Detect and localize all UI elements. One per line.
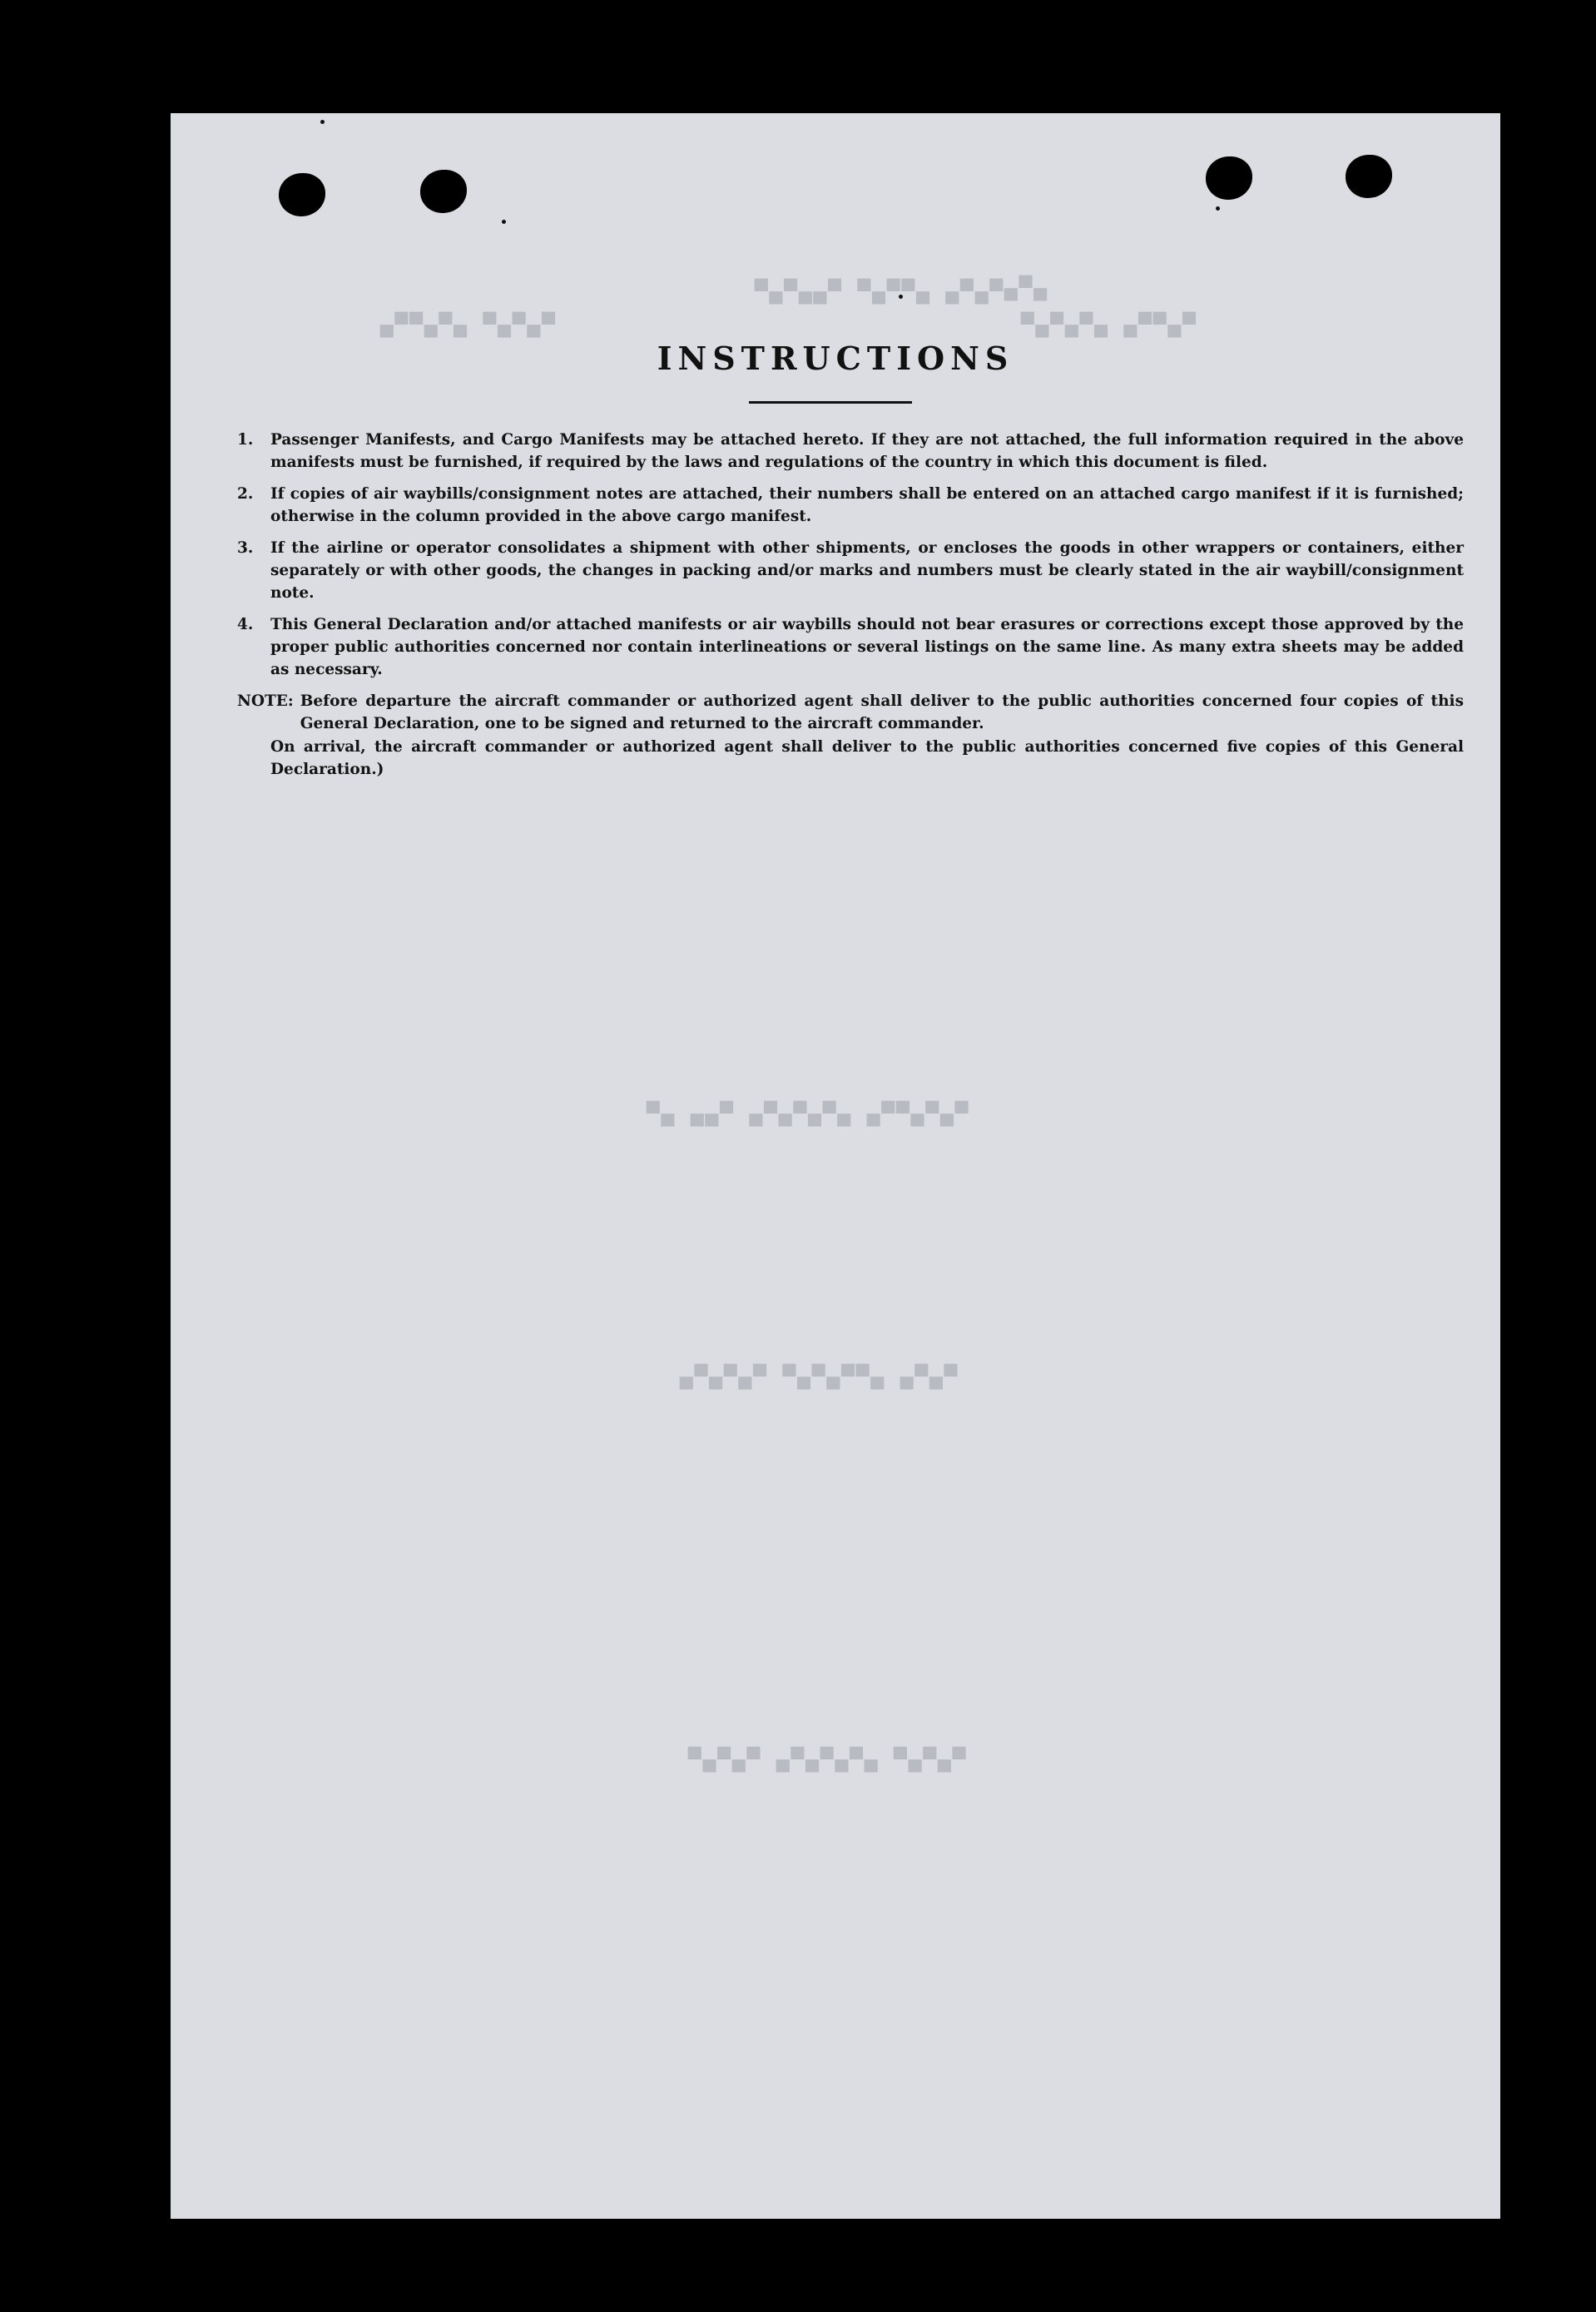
bleed-through-text: ▀▄▀▄▀▀▄ ▄▀▄▀▄▀▄ ▀▄▄ ▄▀ [645, 1102, 969, 1127]
item-text: Passenger Manifests, and Cargo Manifests may be attached hereto. If they are not attached, the full information required in the above manifests must be furnished, if required by the laws and regulations of the country in which this document is filed. [270, 431, 1464, 471]
item-text: This General Declaration and/or attached manifests or air waybills should not bear erasures or corrections except those approved by the proper public authorities concerned nor contain interlineations or several listings on the same line. As many extra sheets may be added as necessary. [270, 616, 1464, 678]
item-text: If the airline or operator consolidates a shipment with other shipments, or encloses the goods in other wrappers or containers, either separately or with other goods, the changes in packing and/or marks and numbers must be clearly stated in the air waybill/consignment note. [270, 539, 1464, 602]
item-text: If copies of air waybills/consignment notes are attached, their numbers shall be entered on an attached cargo manifest if it is furnished; otherwise in the column provided in the above cargo manifest. [270, 485, 1464, 525]
speck [320, 120, 325, 124]
note-continuation: On arrival, the aircraft commander or authorized agent shall deliver to the public authorities concerned five copies of this General Declaration.) [270, 738, 1464, 778]
speck [1216, 206, 1220, 211]
punch-hole [1206, 156, 1252, 200]
title-underline [749, 401, 912, 404]
bleed-through-text: ▄▀▄ [1003, 276, 1047, 301]
note-label: NOTE: [237, 692, 294, 710]
punch-hole [1346, 155, 1392, 198]
instruction-item [237, 537, 1464, 604]
page-title: INSTRUCTIONS [657, 340, 1014, 377]
speck [502, 220, 506, 224]
item-number: 1. [237, 431, 254, 449]
bleed-through-text: ▀▄▀▄▀ ▄▀▄▀▄▀▄ ▀▄▀▄▀ [686, 1748, 966, 1773]
item-number: 4. [237, 616, 254, 633]
instructions-list [237, 429, 1464, 781]
instruction-item [237, 483, 1464, 528]
note [237, 690, 1464, 735]
punch-hole [420, 170, 467, 213]
bleed-through-text: ▀▄▀▄ ▄▀▀▄▀▄▀ ▀▄▀▄▀▄ [678, 1365, 958, 1390]
bleed-through-text: ▀▄▀▀▄ ▄▀▄▀▄▀ [1019, 313, 1196, 338]
item-number: 3. [237, 539, 254, 557]
bleed-through-text: ▀▄▀▄▀ ▄▀▄▀▀▄ [379, 313, 555, 338]
instruction-item [237, 613, 1464, 681]
punch-hole [279, 173, 325, 216]
instruction-item [237, 429, 1464, 474]
note-text: Before departure the aircraft commander or authorized agent shall deliver to the public authorities concerned four copies of this General Declaration, one to be signed and returned to the aircraft commander. [300, 692, 1464, 732]
item-number: 2. [237, 485, 254, 503]
bleed-through-text: ▀▄▀▄ ▄▀▀▄▀ ▀▄▄▀▄▀ [753, 280, 1004, 305]
document-sheet [171, 113, 1500, 2219]
